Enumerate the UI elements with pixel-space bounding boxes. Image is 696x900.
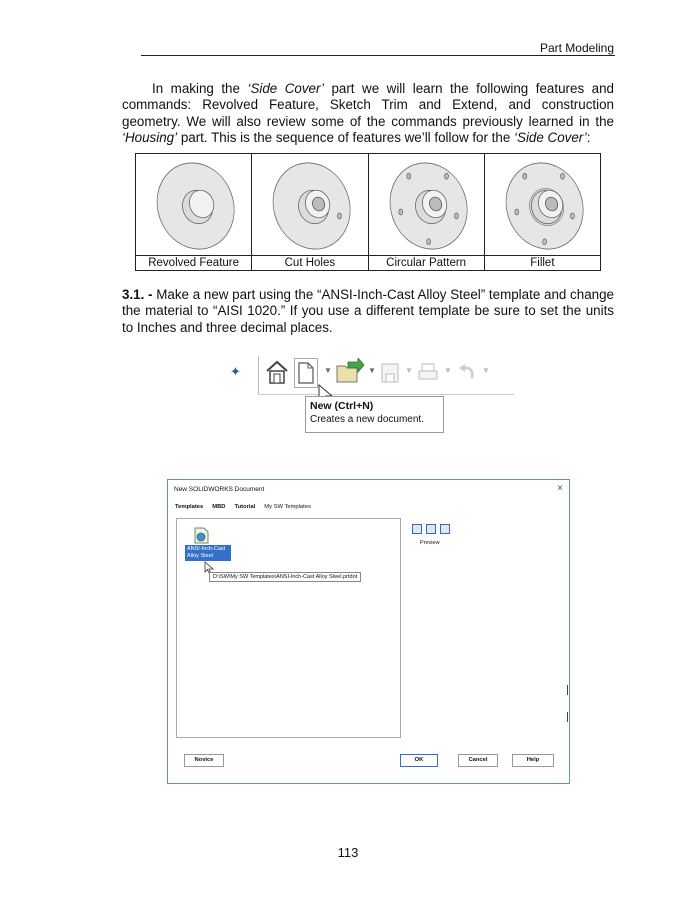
intro-text: part we will learn the following features and commands: Revolved Feature, Sketch Trim and Extend, and construction geometry. We will also review some of the commands previously learned in the <box>122 81 614 129</box>
page-number: 113 <box>337 845 359 860</box>
solidworks-toolbar <box>224 354 514 398</box>
save-dropdown-arrow-icon[interactable]: ▼ <box>405 366 413 375</box>
print-icon[interactable] <box>416 358 440 386</box>
circular-pattern-image <box>369 154 484 255</box>
new-document-dialog <box>167 479 570 784</box>
dialog-edge-mark <box>567 685 568 695</box>
dialog-title: New SOLIDWORKS Document <box>174 486 265 493</box>
feature-cell-fillet <box>485 154 600 270</box>
details-view-button[interactable] <box>440 524 450 534</box>
pin-icon[interactable]: ✦ <box>230 364 241 379</box>
intro-emphasis: ‘Side Cover’ <box>514 130 587 146</box>
feature-caption: Circular Pattern <box>369 255 484 270</box>
close-icon[interactable]: × <box>557 483 563 494</box>
tooltip-title: New (Ctrl+N) <box>310 400 374 412</box>
feature-caption: Cut Holes <box>252 255 367 270</box>
new-document-icon[interactable] <box>294 358 318 388</box>
preview-label: Preview <box>420 540 440 546</box>
home-icon[interactable] <box>264 358 290 386</box>
feature-cell-circular-pattern <box>369 154 485 270</box>
intro-text: : <box>586 130 591 146</box>
step-number: 3.1. - <box>122 287 153 302</box>
dialog-edge-mark <box>567 712 568 722</box>
tab-my-sw-templates[interactable]: My SW Templates <box>264 504 311 510</box>
ok-button[interactable]: OK <box>400 754 438 767</box>
intro-text: In making the <box>152 81 248 96</box>
novice-button[interactable]: Novice <box>184 754 224 767</box>
toolbar-separator <box>258 356 259 394</box>
template-list[interactable] <box>176 518 401 738</box>
toolbar-bottom-rule <box>258 394 514 395</box>
undo-dropdown-arrow-icon[interactable]: ▼ <box>482 366 490 375</box>
cancel-button[interactable]: Cancel <box>458 754 498 767</box>
page-header-title: Part Modeling <box>539 41 614 55</box>
step-paragraph <box>122 287 614 336</box>
revolved-feature-image <box>136 154 251 255</box>
template-item-label[interactable]: ANSI-Inch-Cast Alloy Steel <box>185 545 231 561</box>
undo-icon[interactable] <box>456 358 478 386</box>
new-dropdown-arrow-icon[interactable]: ▼ <box>324 366 332 375</box>
view-mode-buttons <box>412 524 450 534</box>
cut-holes-image <box>252 154 367 255</box>
part-template-icon[interactable] <box>193 527 209 544</box>
feature-cell-revolved <box>136 154 252 270</box>
tooltip-description: Creates a new document. <box>310 414 424 425</box>
open-dropdown-arrow-icon[interactable]: ▼ <box>368 366 376 375</box>
dialog-tabs <box>175 504 311 510</box>
intro-paragraph <box>122 81 614 147</box>
tab-tutorial[interactable]: Tutorial <box>234 504 256 510</box>
intro-text: part. This is the sequence of features we’ll follow for the <box>177 130 515 146</box>
tab-templates[interactable]: Templates <box>175 504 204 510</box>
feature-cell-cut-holes <box>252 154 368 270</box>
list-view-button[interactable] <box>426 524 436 534</box>
template-path-tooltip: D:\SW\My SW Templates\ANSI-Inch-Cast Alloy Steel.prtdot <box>209 572 361 582</box>
intro-emphasis: ‘Side Cover’ <box>247 81 324 96</box>
feature-sequence-table <box>135 153 601 271</box>
step-text: Make a new part using the “ANSI-Inch-Cast Alloy Steel” template and change the material to “AISI 1020.” If you use a different template be sure to set the units to Inches and three decimal places. <box>122 287 614 335</box>
intro-emphasis: ‘Housing’ <box>122 130 178 146</box>
new-tooltip <box>305 396 444 433</box>
open-document-icon[interactable] <box>334 358 364 386</box>
feature-caption: Revolved Feature <box>136 255 251 270</box>
feature-caption: Fillet <box>485 255 600 270</box>
tab-mbd[interactable]: MBD <box>212 504 226 510</box>
header-rule <box>141 55 615 56</box>
large-icons-view-button[interactable] <box>412 524 422 534</box>
save-icon[interactable] <box>379 358 401 386</box>
help-button[interactable]: Help <box>512 754 554 767</box>
fillet-image <box>485 154 600 255</box>
print-dropdown-arrow-icon[interactable]: ▼ <box>444 366 452 375</box>
